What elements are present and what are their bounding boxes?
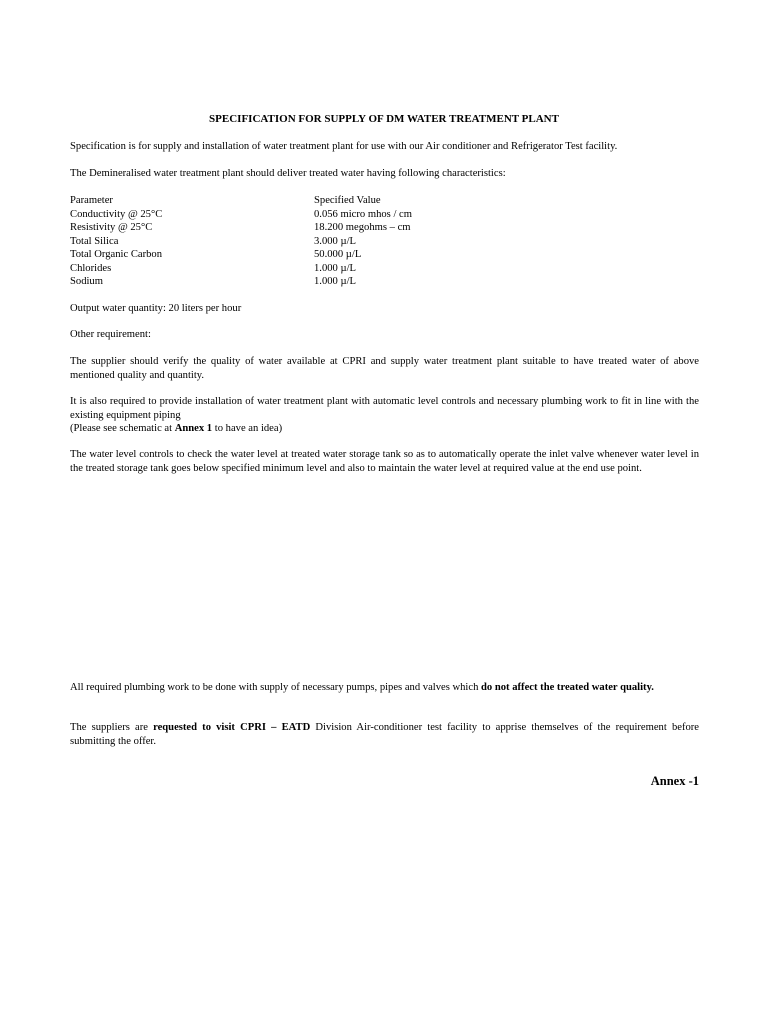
parameter-cell: Sodium bbox=[70, 276, 103, 287]
table-row bbox=[70, 275, 412, 289]
table-row bbox=[70, 248, 412, 262]
value-cell: 3.000 µ/L bbox=[314, 235, 357, 247]
document-title: SPECIFICATION FOR SUPPLY OF DM WATER TREATMENT PLANT bbox=[209, 113, 559, 125]
other-requirement-heading: Other requirement: bbox=[70, 329, 151, 340]
table-row bbox=[70, 262, 412, 276]
parameter-cell: Total Organic Carbon bbox=[70, 249, 163, 260]
schematic-note-post: to have an idea) bbox=[212, 423, 283, 434]
parameter-table-header bbox=[70, 194, 412, 208]
installation-block bbox=[70, 395, 699, 436]
parameter-table bbox=[70, 194, 412, 289]
level-controls-paragraph: The water level controls to check the water level at treated water storage tank so as to automatically operate the inlet valve whenever water level in the treated storage tank goes below specified minimum level and also to maintain the water level at required value at the end use point. bbox=[70, 449, 699, 474]
schematic-note-pre: (Please see schematic at bbox=[70, 423, 175, 434]
table-row bbox=[70, 235, 412, 249]
parameter-cell: Resistivity @ 25°C bbox=[70, 222, 153, 233]
output-quantity: Output water quantity: 20 liters per hour bbox=[70, 303, 242, 314]
parameter-cell: Total Silica bbox=[70, 235, 119, 247]
also-required-paragraph: It is also required to provide installation of water treatment plant with automatic level controls and necessary plumbing work to fit in line with the existing equipment piping bbox=[70, 396, 699, 421]
demineralised-paragraph: The Demineralised water treatment plant should deliver treated water having following characteristics: bbox=[70, 168, 506, 179]
intro-paragraph: Specification is for supply and installation of water treatment plant for use with our Air conditioner and Refrigerator Test facility. bbox=[70, 141, 618, 152]
schematic-note bbox=[70, 422, 699, 436]
visit-text-post: Division Air-conditioner test facility to apprise themselves of the requirement before submitting the offer. bbox=[70, 722, 699, 747]
visit-emphasis: requested to visit CPRI – EATD bbox=[153, 722, 311, 733]
value-cell: 0.056 micro mhos / cm bbox=[314, 208, 412, 220]
plumbing-paragraph bbox=[70, 681, 699, 695]
parameter-cell: Chlorides bbox=[70, 262, 112, 274]
value-cell: 18.200 megohms – cm bbox=[314, 222, 411, 233]
value-cell: 1.000 µ/L bbox=[314, 262, 357, 274]
plumbing-text: All required plumbing work to be done with supply of necessary pumps, pipes and valves which bbox=[70, 682, 482, 693]
value-cell: 1.000 µ/L bbox=[314, 276, 357, 287]
supplier-verify-paragraph: The supplier should verify the quality of water available at CPRI and supply water treatment plant suitable to have treated water of above mentioned quality and quantity. bbox=[70, 356, 699, 381]
parameter-cell: Conductivity @ 25°C bbox=[70, 208, 163, 220]
visit-text-pre: The suppliers are bbox=[70, 722, 154, 733]
value-cell: 50.000 µ/L bbox=[314, 249, 362, 260]
parameter-header: Parameter bbox=[70, 195, 113, 206]
annex-label: Annex -1 bbox=[650, 774, 699, 788]
annex-reference: Annex 1 bbox=[174, 423, 213, 434]
table-row bbox=[70, 208, 412, 222]
table-row bbox=[70, 221, 412, 235]
visit-paragraph bbox=[70, 721, 699, 748]
plumbing-emphasis: do not affect the treated water quality. bbox=[481, 682, 654, 693]
value-header: Specified Value bbox=[314, 195, 381, 206]
